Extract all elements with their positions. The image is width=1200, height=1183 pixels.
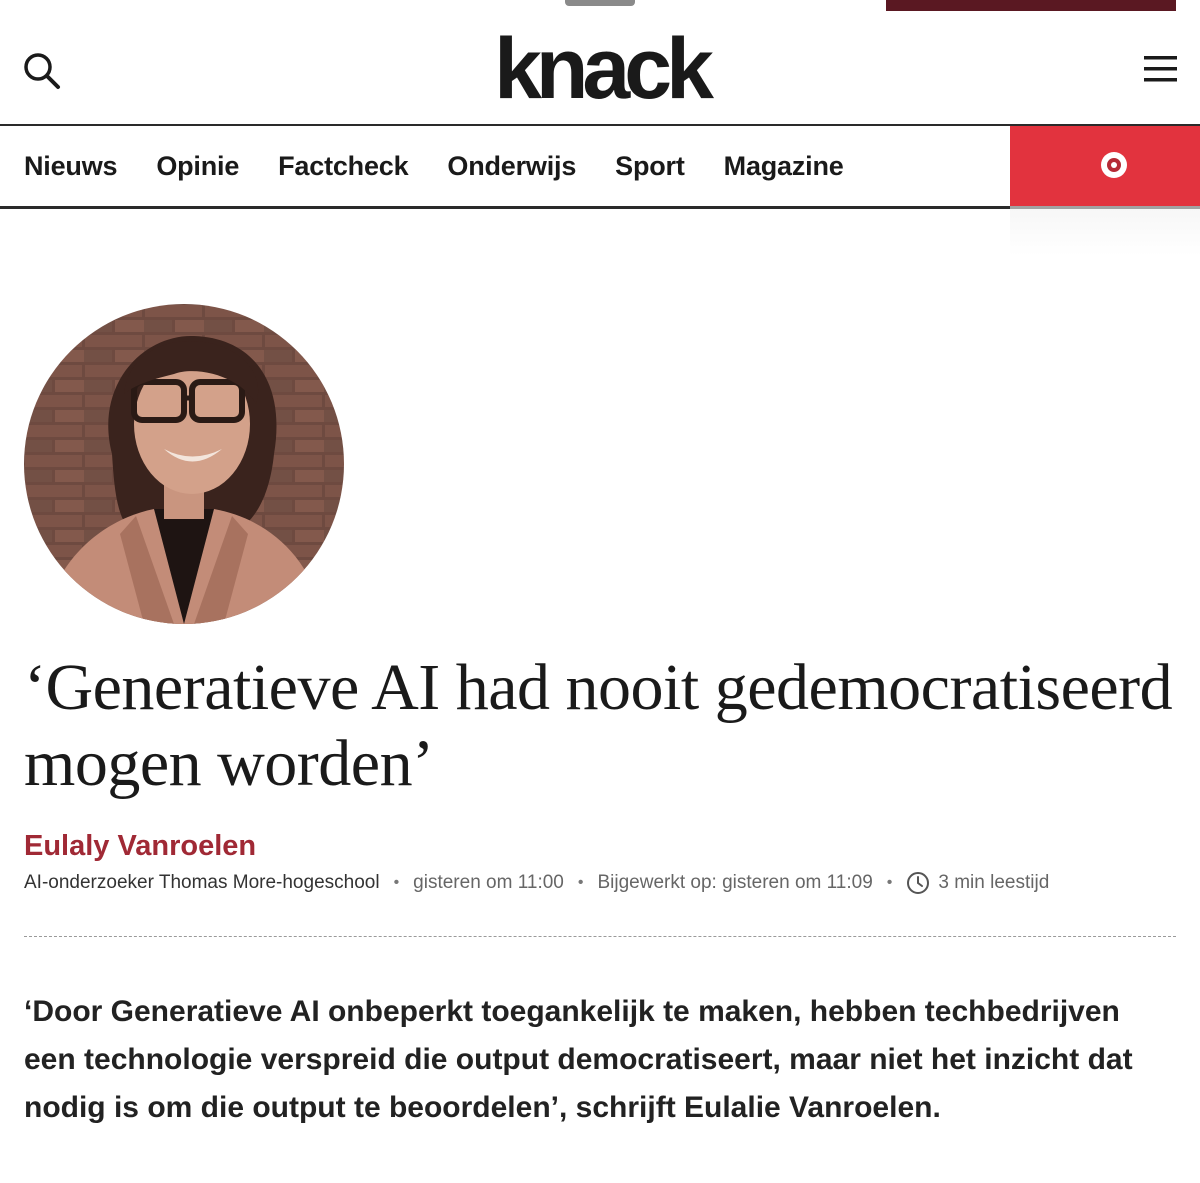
updated-time: Bijgewerkt op: gisteren om 11:09: [597, 872, 873, 893]
meta-separator: •: [886, 874, 893, 891]
search-button[interactable]: [20, 50, 64, 94]
top-banner-block: [886, 0, 1176, 11]
drag-handle[interactable]: [565, 0, 635, 6]
author-link[interactable]: Eulaly Vanroelen: [24, 830, 257, 862]
menu-button[interactable]: [1140, 52, 1182, 86]
live-record-icon[interactable]: [1097, 148, 1131, 182]
nav-item-onderwijs[interactable]: Onderwijs: [447, 150, 577, 181]
meta-divider: [24, 936, 1176, 937]
main-navigation: [0, 126, 1200, 209]
nav-list: [24, 126, 844, 206]
knack-logo[interactable]: [480, 26, 722, 110]
nav-item-magazine[interactable]: Magazine: [723, 150, 844, 181]
clock-icon: [906, 871, 930, 895]
search-icon: [20, 50, 64, 94]
nav-item-factcheck[interactable]: Factcheck: [278, 150, 409, 181]
meta-separator: •: [393, 874, 400, 891]
author-portrait-image: [24, 304, 344, 624]
article-headline: ‘Generatieve AI had nooit gedemocratiseerd mogen worden’: [24, 651, 1173, 800]
article-meta: [24, 870, 1049, 896]
author-role: AI-onderzoeker Thomas More-hogeschool: [24, 872, 380, 893]
meta-separator: •: [577, 874, 584, 891]
site-header: [0, 12, 1200, 126]
published-time: gisteren om 11:00: [413, 872, 564, 893]
article-intro: ‘Door Generatieve AI onbeperkt toegankelijk te maken, hebben techbedrijven een technologie verspreid die output democratiseert, maar niet het inzicht dat nodig is om die output te beoordelen’, schrijft Eulalie Vanroelen.: [24, 995, 1133, 1124]
logo-text: knack: [494, 26, 708, 110]
author-avatar: [24, 304, 344, 624]
nav-item-opinie[interactable]: Opinie: [156, 150, 240, 181]
hamburger-menu-icon: [1140, 52, 1182, 86]
nav-item-nieuws[interactable]: Nieuws: [24, 150, 118, 181]
nav-item-sport[interactable]: Sport: [615, 150, 685, 181]
reading-time: 3 min leestijd: [938, 872, 1050, 893]
header-shadow: [1010, 206, 1200, 256]
